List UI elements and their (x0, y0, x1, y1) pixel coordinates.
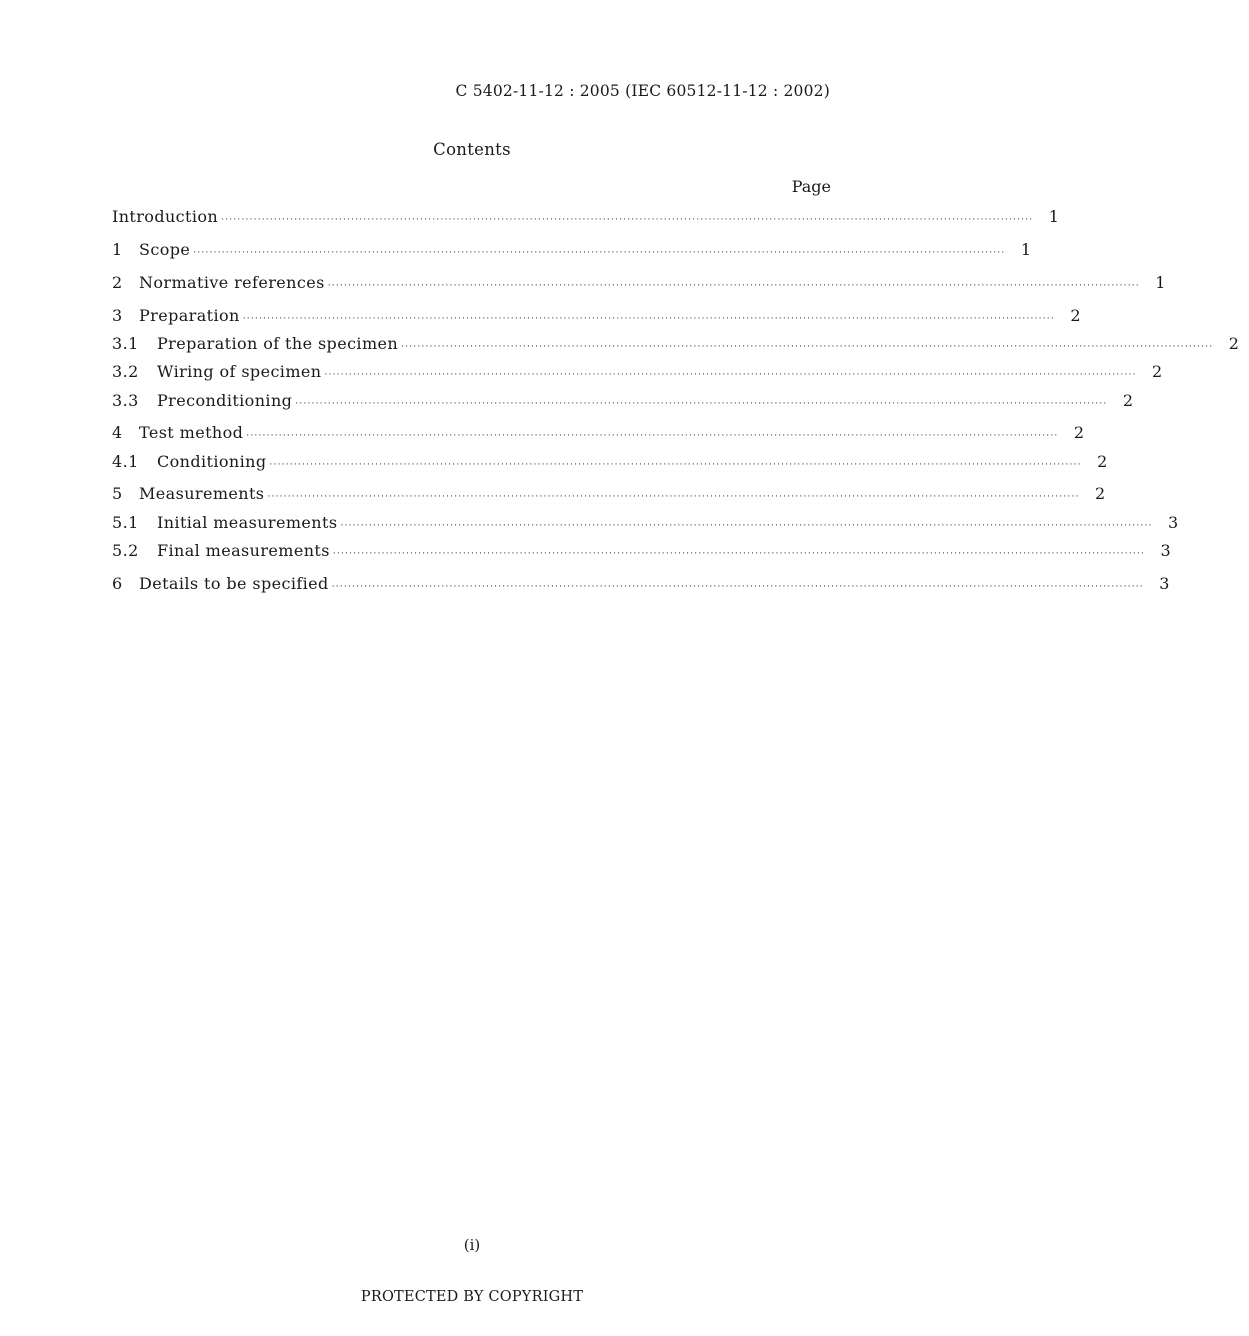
dot-leader: ········································································································································································································ (331, 582, 1144, 592)
dot-leader: ········································································································································································································ (332, 549, 1146, 559)
toc-entry-number: 4 (112, 423, 123, 442)
dot-leader: ········································································································································································································ (242, 314, 1055, 324)
toc-entry-number: 5 (112, 484, 123, 503)
toc-entry-title: Preparation (139, 306, 240, 325)
toc-entry-page: 2 (1095, 484, 1106, 503)
dot-leader: ········································································································································································································ (267, 492, 1080, 502)
dot-leader: ········································································································································································································ (340, 521, 1153, 531)
toc-entry-page: 2 (1152, 362, 1163, 381)
toc-entry-number: 5.1 (112, 513, 139, 532)
toc-entry-page: 2 (1097, 452, 1108, 471)
dot-leader: ········································································································································································································ (295, 399, 1108, 409)
dot-leader: ········································································································································································································ (401, 342, 1214, 352)
dot-leader: ········································································································································································································ (221, 215, 1034, 225)
toc-entry-page: 3 (1159, 574, 1170, 593)
toc-entry-details-to-be-specified[interactable] (112, 573, 1170, 595)
toc-entry-page: 1 (1020, 240, 1032, 259)
toc-entry-title: Measurements (139, 484, 265, 503)
toc-entry-initial-measurements[interactable] (112, 512, 1179, 534)
toc-entry-title: Details to be specified (139, 574, 329, 593)
toc-entry-final-measurements[interactable] (112, 540, 1172, 562)
toc-entry-preconditioning[interactable] (112, 390, 1134, 412)
toc-entry-number: 3 (112, 306, 123, 325)
toc-entry-conditioning[interactable] (112, 451, 1108, 473)
toc-entry-page: 1 (1048, 207, 1060, 226)
toc-entry-page: 3 (1160, 541, 1172, 560)
toc-entry-preparation[interactable] (112, 305, 1081, 327)
page-column-label: Page (791, 177, 831, 196)
toc-entry-page: 1 (1155, 273, 1166, 292)
page-number: (i) (463, 1236, 481, 1254)
toc-entry-title: Preconditioning (157, 391, 293, 410)
toc-entry-number: 4.1 (112, 452, 139, 471)
toc-entry-title: Scope (139, 240, 191, 259)
toc-entry-page: 2 (1122, 391, 1134, 410)
toc-entry-number: 2 (112, 273, 123, 292)
toc-entry-title: Preparation of the specimen (157, 334, 399, 353)
toc-entry-title: Wiring of specimen (157, 362, 322, 381)
toc-entry-number: 3.1 (112, 334, 139, 353)
toc-entry-preparation-of-specimen[interactable] (112, 333, 1240, 355)
toc-entry-number: 6 (112, 574, 123, 593)
toc-entry-page: 2 (1070, 306, 1081, 325)
contents-title: Contents (433, 140, 511, 159)
document-header: C 5402-11-12 : 2005 (IEC 60512-11-12 : 2002) (455, 82, 830, 100)
toc-entry-test-method[interactable] (112, 422, 1085, 444)
toc-entry-normative-references[interactable] (112, 272, 1166, 294)
copyright-notice: PROTECTED BY COPYRIGHT (360, 1289, 584, 1305)
dot-leader: ········································································································································································································ (324, 370, 1137, 380)
dot-leader: ········································································································································································································ (193, 248, 1006, 258)
toc-entry-page: 2 (1073, 423, 1085, 442)
toc-entry-number: 3.2 (112, 362, 139, 381)
toc-entry-number: 1 (112, 240, 123, 259)
toc-entry-measurements[interactable] (112, 483, 1106, 505)
toc-entry-title: Initial measurements (157, 513, 338, 532)
toc-entry-page: 3 (1168, 513, 1179, 532)
toc-entry-title: Conditioning (157, 452, 267, 471)
dot-leader: ········································································································································································································ (246, 431, 1059, 441)
toc-entry-introduction[interactable] (112, 206, 1060, 228)
toc-entry-title: Final measurements (157, 541, 330, 560)
toc-entry-number: 5.2 (112, 541, 139, 560)
toc-entry-title: Normative references (139, 273, 325, 292)
toc-entry-number: 3.3 (112, 391, 139, 410)
dot-leader: ········································································································································································································ (269, 460, 1082, 470)
toc-entry-scope[interactable] (112, 239, 1032, 261)
toc-entry-title: Test method (139, 423, 244, 442)
toc-entry-page: 2 (1228, 334, 1240, 353)
dot-leader: ········································································································································································································ (327, 281, 1140, 291)
toc-entry-wiring-of-specimen[interactable] (112, 361, 1163, 383)
toc-entry-title: Introduction (112, 207, 219, 226)
